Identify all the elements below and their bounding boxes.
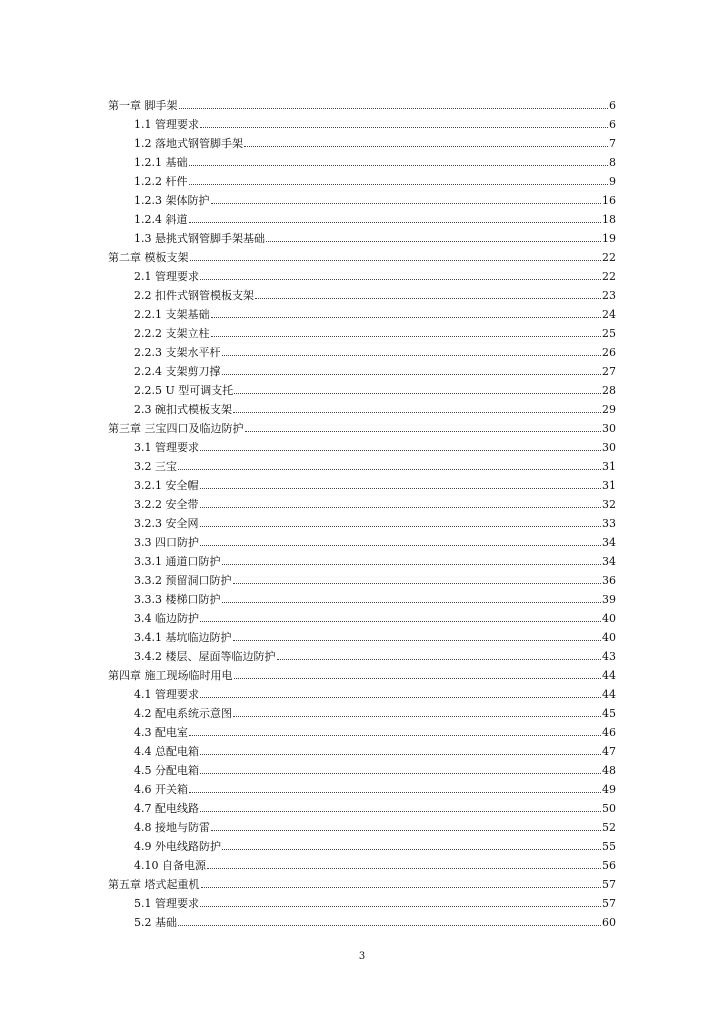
toc-entry-page-number: 46 bbox=[602, 726, 616, 739]
toc-entry-title: 4.4 总配电箱 bbox=[134, 745, 199, 758]
toc-entry-page-number: 40 bbox=[602, 631, 616, 644]
toc-entry-title: 1.1 管理要求 bbox=[134, 118, 199, 131]
toc-entry-title: 第二章 模板支架 bbox=[108, 251, 189, 264]
toc-section-entry[interactable] bbox=[108, 286, 616, 305]
toc-entry-title: 3.4.2 楼层、屋面等临边防护 bbox=[134, 650, 276, 663]
toc-section-entry[interactable] bbox=[108, 571, 616, 590]
table-of-contents bbox=[108, 96, 616, 932]
toc-entry-title: 1.2.4 斜道 bbox=[134, 213, 188, 226]
toc-entry-title: 3.4 临边防护 bbox=[134, 612, 199, 625]
toc-section-entry[interactable] bbox=[108, 438, 616, 457]
toc-entry-page-number: 31 bbox=[602, 479, 616, 492]
toc-section-entry[interactable] bbox=[108, 894, 616, 913]
toc-dot-leader bbox=[207, 867, 601, 869]
toc-entry-title: 4.8 接地与防雷 bbox=[134, 821, 210, 834]
toc-dot-leader bbox=[222, 354, 602, 356]
toc-entry-title: 4.3 配电室 bbox=[134, 726, 188, 739]
toc-section-entry[interactable] bbox=[108, 476, 616, 495]
toc-entry-title: 1.2.1 基础 bbox=[134, 156, 188, 169]
toc-entry-page-number: 31 bbox=[602, 460, 616, 473]
toc-section-entry[interactable] bbox=[108, 780, 616, 799]
toc-dot-leader bbox=[211, 316, 602, 318]
toc-section-entry[interactable] bbox=[108, 134, 616, 153]
toc-dot-leader bbox=[277, 658, 602, 660]
toc-entry-title: 2.3 碗扣式模板支架 bbox=[134, 403, 232, 416]
toc-entry-page-number: 57 bbox=[602, 878, 616, 891]
toc-entry-title: 3.3 四口防护 bbox=[134, 536, 199, 549]
toc-entry-page-number: 36 bbox=[602, 574, 616, 587]
toc-entry-page-number: 23 bbox=[602, 289, 616, 302]
toc-chapter-entry[interactable] bbox=[108, 248, 616, 267]
toc-entry-title: 4.6 开关箱 bbox=[134, 783, 188, 796]
toc-entry-page-number: 22 bbox=[602, 251, 616, 264]
toc-entry-page-number: 39 bbox=[602, 593, 616, 606]
toc-section-entry[interactable] bbox=[108, 685, 616, 704]
toc-section-entry[interactable] bbox=[108, 723, 616, 742]
toc-chapter-entry[interactable] bbox=[108, 96, 616, 115]
toc-section-entry[interactable] bbox=[108, 267, 616, 286]
toc-entry-title: 第五章 塔式起重机 bbox=[108, 878, 200, 891]
toc-entry-page-number: 34 bbox=[602, 555, 616, 568]
toc-entry-page-number: 8 bbox=[609, 156, 616, 169]
toc-entry-title: 2.2.5 U 型可调支托 bbox=[134, 384, 234, 397]
toc-section-entry[interactable] bbox=[108, 533, 616, 552]
toc-entry-page-number: 56 bbox=[602, 859, 616, 872]
toc-dot-leader bbox=[266, 240, 601, 242]
toc-dot-leader bbox=[222, 848, 601, 850]
toc-dot-leader bbox=[211, 202, 602, 204]
toc-dot-leader bbox=[211, 335, 602, 337]
toc-dot-leader bbox=[200, 525, 602, 527]
toc-entry-page-number: 9 bbox=[609, 175, 616, 188]
toc-entry-title: 3.2.3 安全网 bbox=[134, 517, 199, 530]
toc-dot-leader bbox=[200, 620, 601, 622]
toc-section-entry[interactable] bbox=[108, 761, 616, 780]
toc-section-entry[interactable] bbox=[108, 590, 616, 609]
toc-dot-leader bbox=[189, 221, 602, 223]
toc-entry-page-number: 25 bbox=[602, 327, 616, 340]
toc-entry-title: 4.10 自备电源 bbox=[134, 859, 206, 872]
toc-dot-leader bbox=[234, 392, 601, 394]
toc-entry-page-number: 32 bbox=[602, 498, 616, 511]
toc-dot-leader bbox=[190, 259, 602, 261]
toc-entry-page-number: 34 bbox=[602, 536, 616, 549]
toc-entry-title: 3.3.2 预留洞口防护 bbox=[134, 574, 232, 587]
toc-entry-page-number: 40 bbox=[602, 612, 616, 625]
toc-section-entry[interactable] bbox=[108, 381, 616, 400]
toc-section-entry[interactable] bbox=[108, 210, 616, 229]
toc-chapter-entry[interactable] bbox=[108, 875, 616, 894]
toc-section-entry[interactable] bbox=[108, 609, 616, 628]
toc-dot-leader bbox=[233, 639, 602, 641]
toc-dot-leader bbox=[200, 449, 601, 451]
toc-dot-leader bbox=[200, 753, 601, 755]
toc-dot-leader bbox=[234, 677, 602, 679]
toc-entry-page-number: 60 bbox=[602, 916, 616, 929]
toc-dot-leader bbox=[255, 297, 601, 299]
toc-entry-page-number: 45 bbox=[602, 707, 616, 720]
toc-entry-title: 2.2.3 支架水平杆 bbox=[134, 346, 221, 359]
toc-entry-title: 1.3 悬挑式钢管脚手架基础 bbox=[134, 232, 265, 245]
toc-dot-leader bbox=[200, 487, 602, 489]
toc-entry-title: 第四章 施工现场临时用电 bbox=[108, 669, 233, 682]
toc-entry-page-number: 33 bbox=[602, 517, 616, 530]
toc-entry-title: 5.2 基础 bbox=[134, 916, 177, 929]
toc-entry-page-number: 26 bbox=[602, 346, 616, 359]
toc-section-entry[interactable] bbox=[108, 837, 616, 856]
toc-entry-title: 1.2 落地式钢管脚手架 bbox=[134, 137, 243, 150]
toc-entry-title: 5.1 管理要求 bbox=[134, 897, 199, 910]
toc-entry-title: 3.2.1 安全帽 bbox=[134, 479, 199, 492]
toc-entry-page-number: 29 bbox=[602, 403, 616, 416]
toc-entry-title: 1.2.3 架体防护 bbox=[134, 194, 210, 207]
toc-entry-page-number: 7 bbox=[609, 137, 616, 150]
toc-dot-leader bbox=[189, 734, 601, 736]
toc-entry-page-number: 55 bbox=[602, 840, 616, 853]
toc-entry-title: 2.1 管理要求 bbox=[134, 270, 199, 283]
toc-entry-page-number: 6 bbox=[609, 118, 616, 131]
toc-entry-page-number: 19 bbox=[602, 232, 616, 245]
toc-section-entry[interactable] bbox=[108, 818, 616, 837]
toc-entry-title: 3.1 管理要求 bbox=[134, 441, 199, 454]
toc-dot-leader bbox=[200, 696, 601, 698]
toc-section-entry[interactable] bbox=[108, 704, 616, 723]
toc-entry-page-number: 44 bbox=[602, 669, 616, 682]
toc-entry-title: 4.5 分配电箱 bbox=[134, 764, 199, 777]
toc-entry-page-number: 47 bbox=[602, 745, 616, 758]
toc-section-entry[interactable] bbox=[108, 153, 616, 172]
toc-section-entry[interactable] bbox=[108, 172, 616, 191]
toc-entry-title: 第一章 脚手架 bbox=[108, 99, 178, 112]
toc-entry-page-number: 50 bbox=[602, 802, 616, 815]
toc-entry-title: 4.2 配电系统示意图 bbox=[134, 707, 232, 720]
toc-section-entry[interactable] bbox=[108, 856, 616, 875]
toc-dot-leader bbox=[178, 924, 601, 926]
toc-entry-title: 3.3.3 楼梯口防护 bbox=[134, 593, 221, 606]
toc-section-entry[interactable] bbox=[108, 362, 616, 381]
toc-dot-leader bbox=[244, 145, 608, 147]
toc-chapter-entry[interactable] bbox=[108, 666, 616, 685]
toc-dot-leader bbox=[245, 430, 602, 432]
toc-entry-page-number: 48 bbox=[602, 764, 616, 777]
toc-entry-page-number: 30 bbox=[602, 422, 616, 435]
toc-section-entry[interactable] bbox=[108, 552, 616, 571]
toc-entry-title: 2.2.4 支架剪刀撑 bbox=[134, 365, 221, 378]
toc-entry-page-number: 49 bbox=[602, 783, 616, 796]
toc-section-entry[interactable] bbox=[108, 324, 616, 343]
toc-entry-page-number: 16 bbox=[602, 194, 616, 207]
toc-dot-leader bbox=[189, 183, 609, 185]
toc-dot-leader bbox=[200, 905, 601, 907]
toc-entry-title: 3.3.1 通道口防护 bbox=[134, 555, 221, 568]
toc-entry-title: 4.9 外电线路防护 bbox=[134, 840, 221, 853]
toc-section-entry[interactable] bbox=[108, 514, 616, 533]
toc-dot-leader bbox=[211, 829, 601, 831]
toc-dot-leader bbox=[200, 126, 608, 128]
toc-entry-title: 3.2.2 安全带 bbox=[134, 498, 199, 511]
toc-entry-page-number: 6 bbox=[609, 99, 616, 112]
toc-entry-page-number: 28 bbox=[602, 384, 616, 397]
toc-section-entry[interactable] bbox=[108, 742, 616, 761]
page-number: 3 bbox=[358, 951, 366, 962]
toc-section-entry[interactable] bbox=[108, 191, 616, 210]
toc-section-entry[interactable] bbox=[108, 400, 616, 419]
toc-section-entry[interactable] bbox=[108, 799, 616, 818]
toc-entry-page-number: 44 bbox=[602, 688, 616, 701]
toc-section-entry[interactable] bbox=[108, 647, 616, 666]
toc-dot-leader bbox=[200, 506, 602, 508]
toc-entry-page-number: 27 bbox=[602, 365, 616, 378]
toc-dot-leader bbox=[200, 544, 601, 546]
toc-entry-page-number: 22 bbox=[602, 270, 616, 283]
toc-entry-page-number: 24 bbox=[602, 308, 616, 321]
toc-entry-title: 3.4.1 基坑临边防护 bbox=[134, 631, 232, 644]
toc-entry-title: 2.2.2 支架立柱 bbox=[134, 327, 210, 340]
toc-section-entry[interactable] bbox=[108, 628, 616, 647]
toc-entry-title: 4.1 管理要求 bbox=[134, 688, 199, 701]
toc-dot-leader bbox=[222, 373, 602, 375]
toc-entry-title: 第三章 三宝四口及临边防护 bbox=[108, 422, 244, 435]
toc-entry-page-number: 18 bbox=[602, 213, 616, 226]
toc-dot-leader bbox=[200, 772, 601, 774]
toc-section-entry[interactable] bbox=[108, 305, 616, 324]
toc-section-entry[interactable] bbox=[108, 495, 616, 514]
toc-dot-leader bbox=[189, 791, 601, 793]
toc-section-entry[interactable] bbox=[108, 457, 616, 476]
toc-entry-title: 3.2 三宝 bbox=[134, 460, 177, 473]
toc-entry-page-number: 52 bbox=[602, 821, 616, 834]
toc-entry-title: 1.2.2 杆件 bbox=[134, 175, 188, 188]
toc-section-entry[interactable] bbox=[108, 229, 616, 248]
toc-dot-leader bbox=[233, 582, 602, 584]
toc-section-entry[interactable] bbox=[108, 913, 616, 932]
toc-dot-leader bbox=[201, 886, 602, 888]
toc-entry-page-number: 30 bbox=[602, 441, 616, 454]
toc-entry-title: 4.7 配电线路 bbox=[134, 802, 199, 815]
toc-dot-leader bbox=[189, 164, 609, 166]
toc-dot-leader bbox=[200, 278, 601, 280]
toc-dot-leader bbox=[222, 601, 602, 603]
toc-dot-leader bbox=[233, 411, 601, 413]
toc-entry-page-number: 57 bbox=[602, 897, 616, 910]
toc-dot-leader bbox=[179, 107, 609, 109]
toc-entry-title: 2.2.1 支架基础 bbox=[134, 308, 210, 321]
toc-dot-leader bbox=[222, 563, 602, 565]
toc-section-entry[interactable] bbox=[108, 115, 616, 134]
toc-dot-leader bbox=[233, 715, 601, 717]
toc-chapter-entry[interactable] bbox=[108, 419, 616, 438]
toc-dot-leader bbox=[178, 468, 601, 470]
toc-entry-page-number: 43 bbox=[602, 650, 616, 663]
toc-dot-leader bbox=[200, 810, 601, 812]
toc-section-entry[interactable] bbox=[108, 343, 616, 362]
toc-entry-title: 2.2 扣件式钢管模板支架 bbox=[134, 289, 254, 302]
